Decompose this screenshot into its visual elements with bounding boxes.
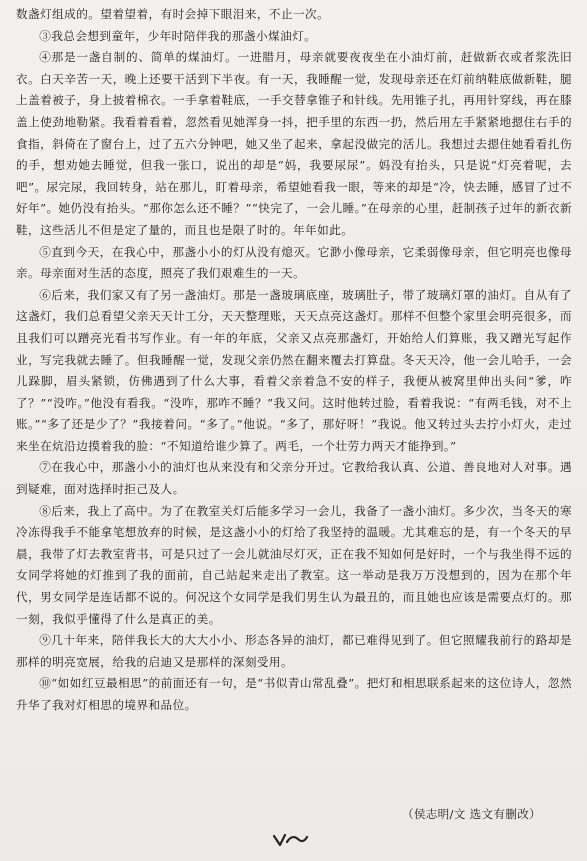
paragraph-5: ⑤直到今天，在我心中，那盏小小的灯从没有熄灭。它渺小像母亲，它柔弱像母亲，但它明亮也像母亲。母亲面对生活的态度，照亮了我们艰难生的一天。 [16,244,572,281]
paragraph-9: ⑨几十年来，陪伴我长大的大大小小、形态各异的油灯，都已难得见到了。但它照耀我前行的路却是那样的明亮宽展，给我的启迪又是那样的深刻受用。 [16,633,572,669]
paragraph-4: ④那是一盏自制的、简单的煤油灯。一进腊月，母亲就要夜夜坐在小油灯前，赶做新衣或者浆洗旧衣。白天辛苦一天，晚上还要干活到下半夜。有一天，我睡醒一觉，发现母亲还在灯前纳鞋底做新鞋，腿上盖着被子，身上披着棉衣。一手拿着鞋底，一手交替拿锥子和针线。先用锥子扎，再用针穿线，再在膝盖上使劲地勒紧。我看着看着，忽然看见她浑身一抖，把手里的东西一扔，然后用左手紧紧地摁住右手的食指，斜倚在了窗台上，过了五六分钟吧，她又坐了起来，拿起没做完的活儿。我想过去摁住她看看扎伤的手，想劝她去睡觉，但我一张口，说出的却是“妈，我要尿尿”。妈没有抬头，只是说“灯亮着呢，去吧”。尿完尿，我回转身，站在那儿，盯着母亲，希望她看我一眼，等来的却是“冷，快去睡，感冒了过不好年”。她仍没有抬头。“那你怎么还不睡？”“快完了，一会儿睡。”在母亲的心里，赶制孩子过年的新衣新鞋，这些活儿不但是定了量的，而且也是限了时的。年年如此。 [16,50,573,237]
paragraph-8: ⑧后来，我上了高中。为了在教室关灯后能多学习一会儿，我备了一盏小油灯。多少次，当冬天的寒冷冻得我手不能拿笔想放弃的时候，是这盏小小的灯给了我坚持的温暖。尤其难忘的是，有一个冬天的早晨，我带了灯去教室背书，可是只过了一会儿就油尽灯灭，正在我不知如何是好时，一个与我坐得不远的女同学将她的灯推到了我的面前，自己站起来走出了教室。这一举动是我万万没想到的，因为在那个年代，男女同学是连话都不说的。何况这个女同学是我们男生认为最丑的，而且她也应该是需要点灯的。那一刻，我似乎懂得了什么是真正的美。 [16,503,572,626]
paragraph-3: ③我总会想到童年，少年时陪伴我的那盏小煤油灯。 [39,28,317,43]
paragraph-7: ⑦在我心中，那盏小小的油灯也从来没有和父亲分开过。它教给我认真、公道、善良地对人对事。遇到疑难，面对选择时拒己及人。 [16,460,572,497]
article-body [16,4,572,717]
paragraph-6: ⑥后来，我们家又有了另一盏油灯。那是一盏玻璃底座，玻璃肚子，带了玻璃灯罩的油灯。自从有了这盏灯，我们总看望父亲天天计工分，天天整理账，天天点亮这盏灯。那样不但整个家里会明亮很多，而且我们可以蹭亮光看书写作业。有一年的年底，父亲又点亮那盏灯，开始给人们算账，我又蹭光写起作业，写完我就去睡了。但我睡醒一觉，发现父亲仍然在翻来覆去打算盘。冬天天冷，他一会儿哈手，一会儿跺脚，眉头紧锁，仿佛遇到了什么大事，看着父亲着急不安的样子，我便从被窝里伸出头问“爹，咋了？”“没咋。”他没有看我。“没咋，那咋不睡？”我又问。这时他转过脸，看着我说：“有两毛钱，对不上账。”“多了还是少了？”我接着问。“多了。”他说。“多了，那好呀！”我说。他又转过头去拧小灯火，走过来坐在炕沿边摸着我的脸：“不知道给谁少算了。两毛，一个壮劳力两天才能挣到。” [16,287,572,453]
handwritten-page-mark [270,830,310,850]
paragraph-2-end: 数盏灯组成的。望着望着，有时会掉下眼泪来，不止一次。 [16,7,330,21]
author-byline: （侯志明/文 选文有删改） [401,807,541,821]
paragraph-10: ⑩“如如红豆最相思”的前面还有一句，是“书似青山常乱叠”。把灯和相思联系起来的这位诗人，忽然升华了我对灯相思的境界和品位。 [16,676,572,712]
